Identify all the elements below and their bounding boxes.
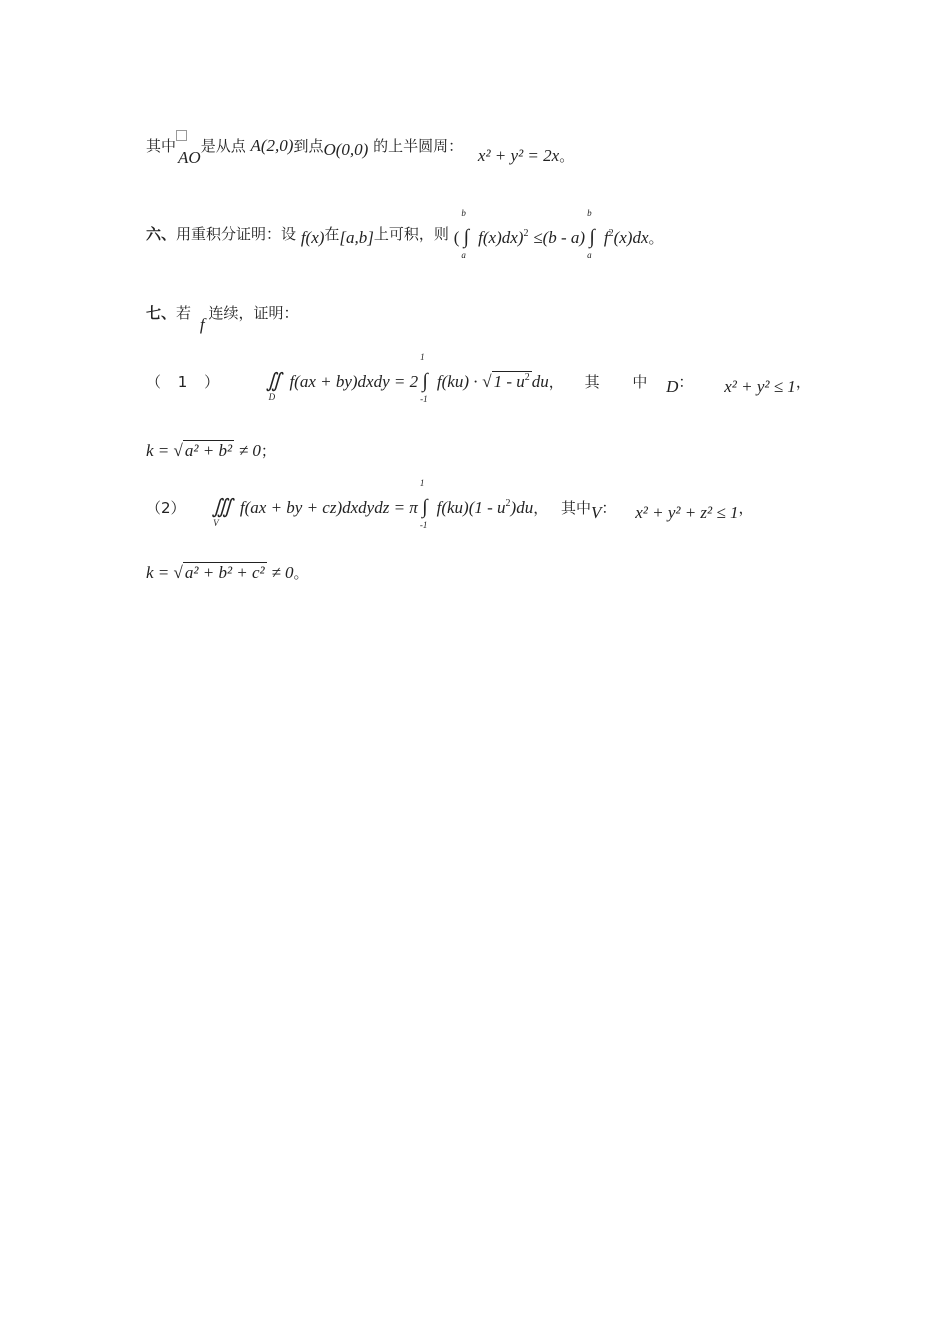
fx: f(x) xyxy=(300,228,325,247)
sqrt-expression: $1 - u^2$ xyxy=(493,372,530,391)
part-1: （ 1 ） ∬ D f(ax + by)dxdy = 2 ∫ 1 -1 f(ku) · √ $1 - u^2$ du， 其 中 D： x² + y² ≤ 1， xyxy=(146,352,811,404)
text-upper-semicircle: 的上半圆周： xyxy=(373,137,464,155)
question-6 xyxy=(146,208,664,260)
text-integrable: 上可积，则 xyxy=(373,225,449,243)
arc-symbol-icon xyxy=(176,130,187,141)
point-a: A(2,0) xyxy=(250,136,294,155)
integral-sign: ∫ b a xyxy=(461,208,470,260)
question-7-label: 七、 xyxy=(146,304,177,322)
text-to-point: 到点 xyxy=(293,137,324,155)
function-f: f xyxy=(199,315,205,334)
period: 。 xyxy=(559,147,575,165)
text-from-point: 是从点 xyxy=(200,137,246,155)
inequality: ( ∫ b a f(x)dx)$^2$ ≤(b - a) ∫ b a $f^2(x)dx$。 xyxy=(453,208,664,260)
region-condition: x² + y² + z² ≤ 1 xyxy=(635,503,739,522)
part-1-number: （ 1 ） xyxy=(146,373,226,391)
circle-equation: x² + y² = 2x xyxy=(477,146,560,165)
part-2-k: k = √ a² + b² + c² ≠ 0。 xyxy=(146,563,309,582)
question-6-label: 六、 xyxy=(146,225,177,243)
text-on: 在 xyxy=(324,225,340,243)
point-o: O(0,0) xyxy=(323,140,369,159)
arc-definition-line xyxy=(146,130,575,167)
text-prefix: 其中 xyxy=(146,137,177,155)
triple-integral-sign: ∭ V xyxy=(211,496,233,528)
interval: [a,b] xyxy=(339,228,374,247)
question-6-text: 用重积分证明：设 xyxy=(176,225,297,243)
integral-sign: ∫ 1 -1 xyxy=(419,478,428,530)
part-1-k: k = √ a² + b² ≠ 0； xyxy=(146,441,276,460)
double-integral-sign: ∬ D xyxy=(265,370,282,402)
question-7: 七、若 f连续，证明： xyxy=(146,304,299,334)
integral-sign: ∫ 1 -1 xyxy=(420,352,428,404)
region-condition: x² + y² ≤ 1 xyxy=(724,377,796,396)
arc-label: AO xyxy=(178,148,201,167)
integral-sign: ∫ b a xyxy=(587,208,595,260)
part-2: （2） ∭ V f(ax + by + cz)dxdydz = π ∫ 1 -1 $f(ku)(1 - u^2)du$， 其中V： x² + y² + z² ≤ 1， xyxy=(146,478,754,530)
part-2-number: （2） xyxy=(146,499,186,517)
